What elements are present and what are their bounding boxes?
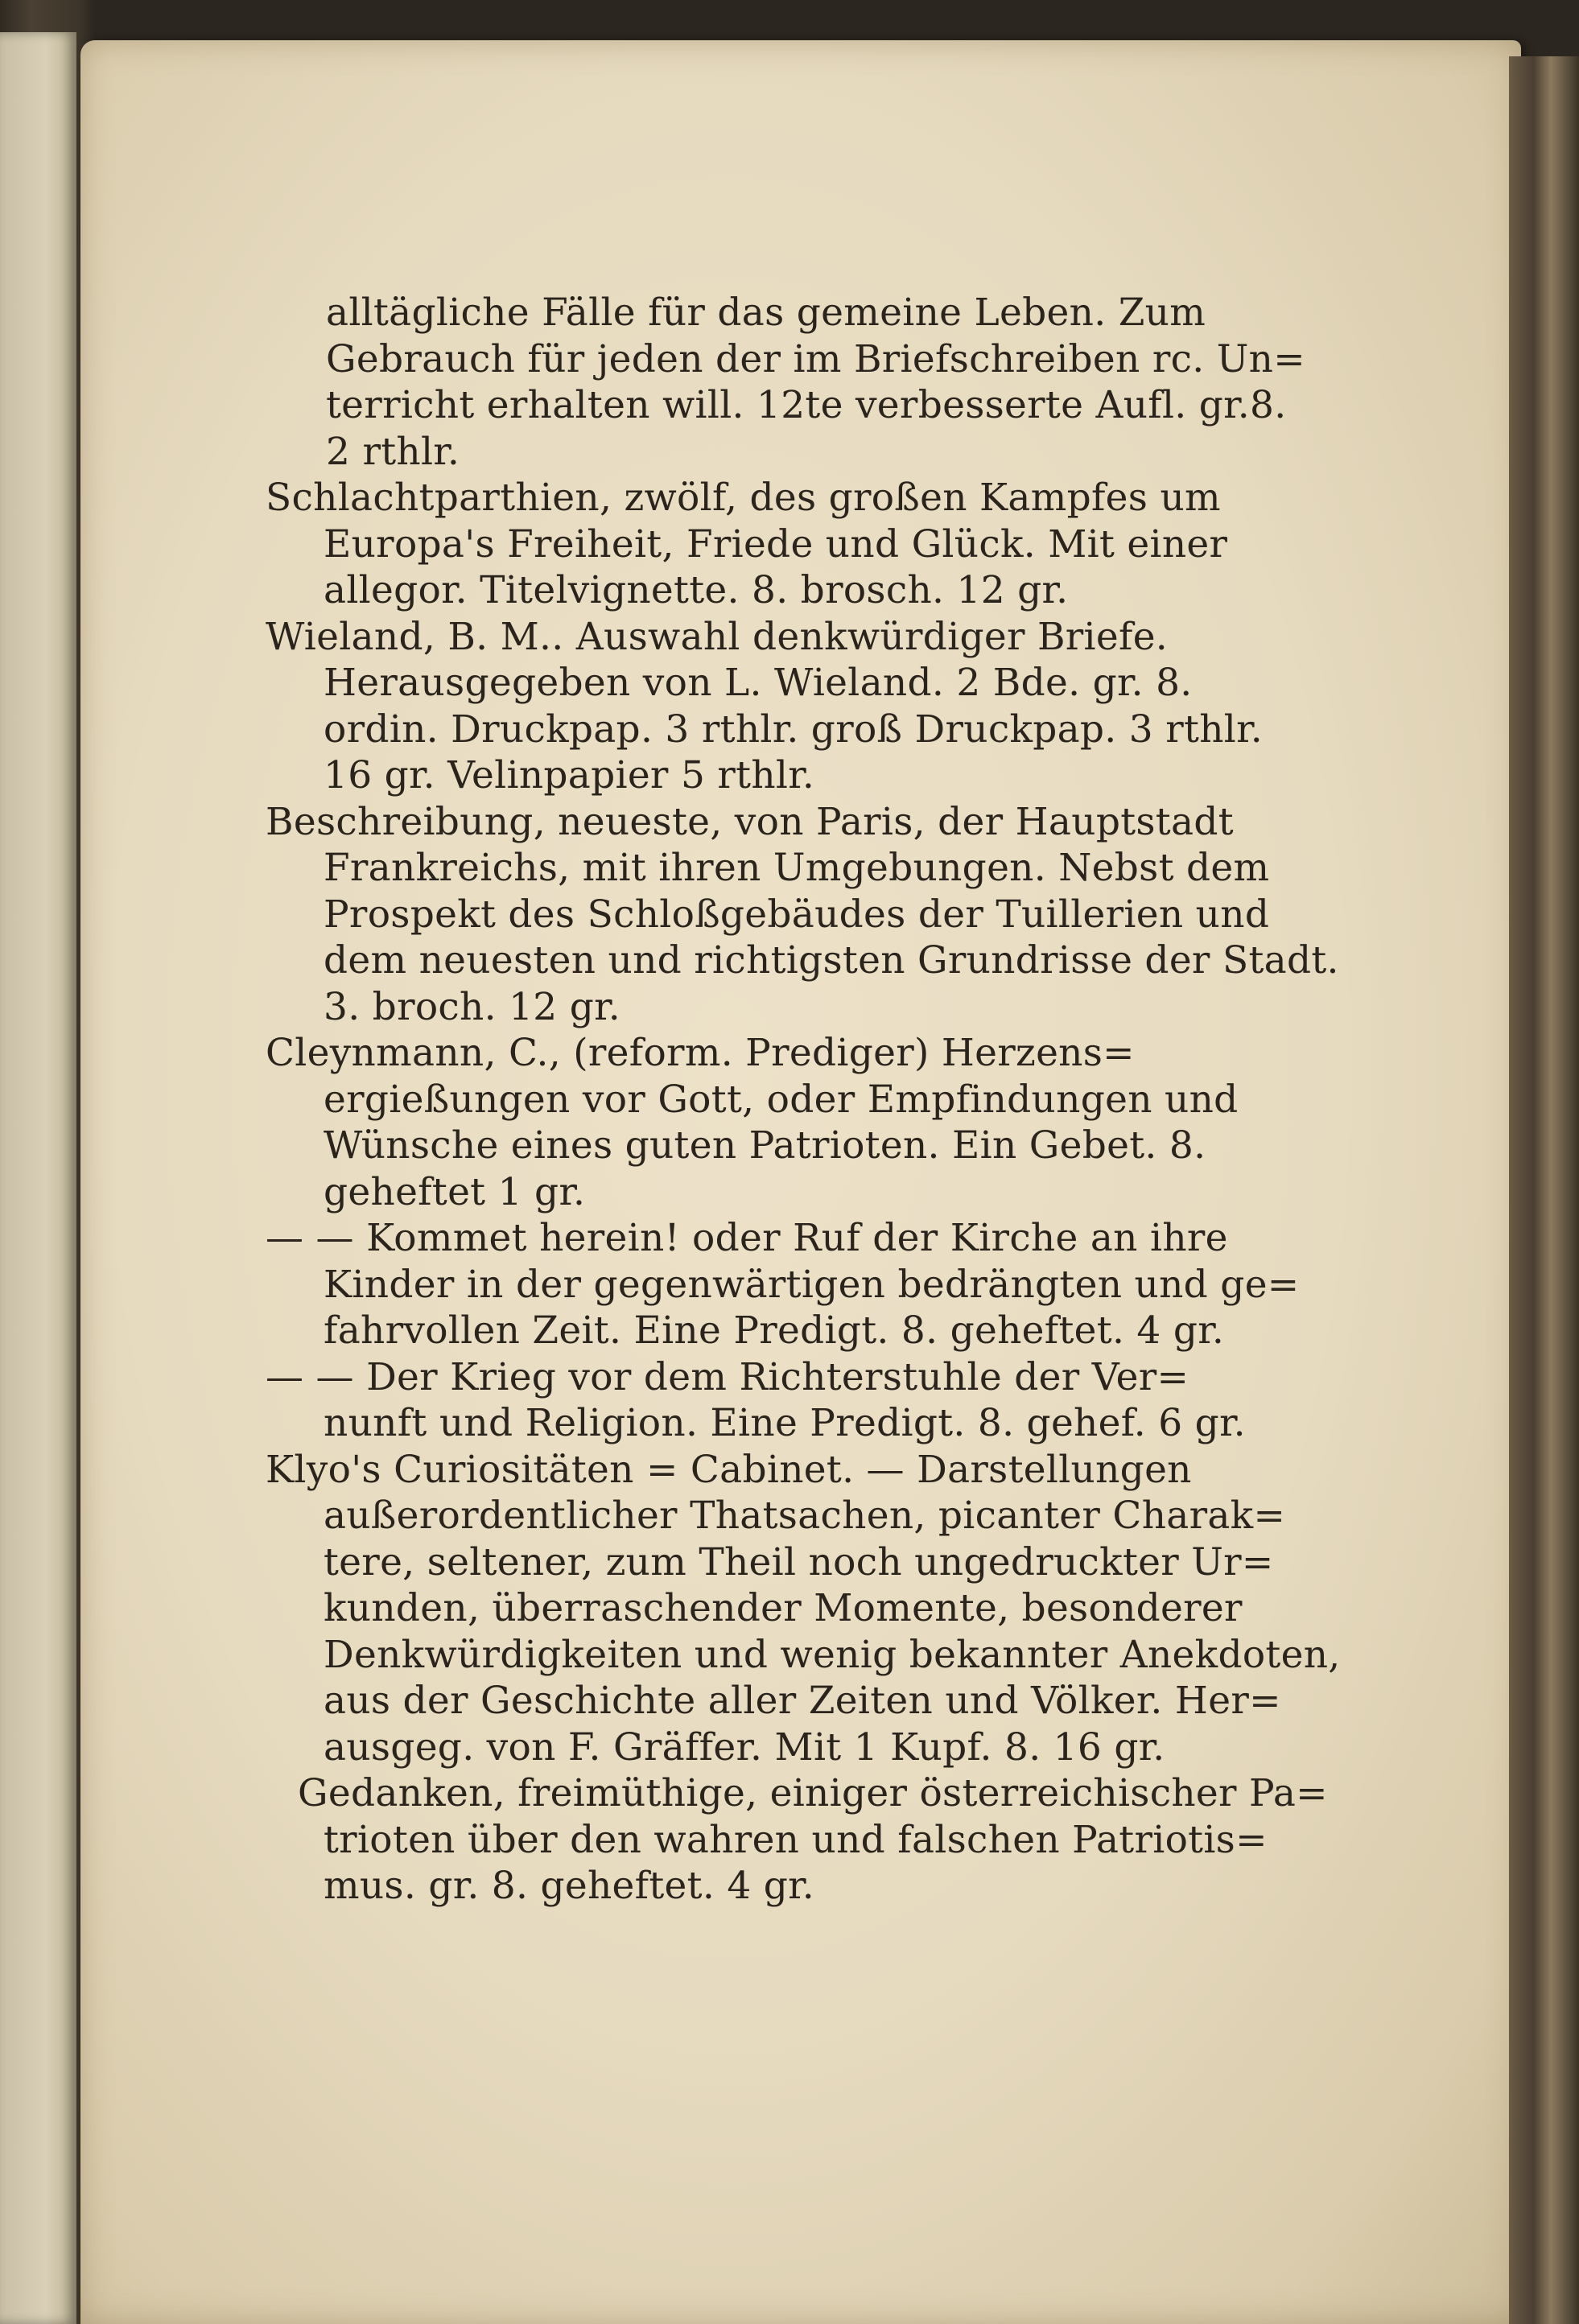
- catalog-entry: [266, 1770, 1328, 1910]
- text-line: außerordentlicher Thatsachen, picanter Charak=: [324, 1494, 1286, 1538]
- text-line: kunden, überraschender Momente, besonderer: [324, 1586, 1243, 1630]
- text-line: tere, seltener, zum Theil noch ungedruckter Ur=: [324, 1539, 1274, 1584]
- text-line: aus der Geschichte aller Zeiten und Völker. Her=: [324, 1679, 1281, 1723]
- facing-page-edge: [0, 32, 76, 2324]
- catalog-text: [266, 290, 1341, 1910]
- catalog-entry: [266, 614, 1280, 799]
- text-line: 2 rthlr.: [326, 429, 460, 474]
- catalog-entry: [266, 1447, 1341, 1771]
- catalog-entry: [266, 799, 1339, 1031]
- text-line: geheftet 1 gr.: [324, 1169, 586, 1214]
- text-line: ordin. Druckpap. 3 rthlr. groß Druckpap. 3 rthlr.: [324, 707, 1263, 752]
- text-line: allegor. Titelvignette. 8. brosch. 12 gr.: [324, 568, 1069, 612]
- text-line: Wünsche eines guten Patrioten. Ein Gebet. 8.: [324, 1123, 1206, 1168]
- text-line: alltägliche Fälle für das gemeine Leben. Zum: [326, 290, 1206, 335]
- text-line: fahrvollen Zeit. Eine Predigt. 8. geheftet. 4 gr.: [324, 1308, 1225, 1353]
- entry-heading-line: Cleynmann, C., (reform. Prediger) Herzens=: [266, 1031, 1135, 1075]
- catalog-entry: [266, 1030, 1280, 1215]
- entry-heading-line: Klyo's Curiositäten = Cabinet. — Darstellungen: [266, 1447, 1192, 1492]
- text-line: trioten über den wahren und falschen Patriotis=: [324, 1817, 1268, 1862]
- text-line: Frankreichs, mit ihren Umgebungen. Nebst dem: [324, 846, 1270, 890]
- page-edge-binding: [1509, 56, 1579, 2324]
- catalog-entry: [266, 290, 1305, 475]
- text-line: 3. broch. 12 gr.: [324, 984, 620, 1029]
- entry-heading-line: — — Der Krieg vor dem Richterstuhle der Ver=: [266, 1354, 1189, 1399]
- catalog-entry: [266, 1215, 1300, 1354]
- text-line: nunft und Religion. Eine Predigt. 8. gehef. 6 gr.: [324, 1401, 1246, 1445]
- text-line: ausgeg. von F. Gräffer. Mit 1 Kupf. 8. 16 gr.: [324, 1724, 1165, 1770]
- catalog-entry: [266, 475, 1280, 614]
- text-line: Gebrauch für jeden der im Briefschreiben rc. Un=: [326, 336, 1305, 381]
- entry-heading-line: Wieland, B. M.. Auswahl denkwürdiger Briefe.: [266, 614, 1169, 659]
- text-line: Kinder in der gegenwärtigen bedrängten und ge=: [324, 1262, 1300, 1307]
- entry-heading-line: Gedanken, freimüthige, einiger österreichischer Pa=: [298, 1771, 1328, 1815]
- text-line: Europa's Freiheit, Friede und Glück. Mit einer: [324, 521, 1228, 567]
- text-line: 16 gr. Velinpapier 5 rthlr.: [324, 753, 815, 797]
- text-line: ergießungen vor Gott, oder Empfindungen und: [324, 1077, 1239, 1122]
- text-line: Denkwürdigkeiten und wenig bekannter Anekdoten,: [324, 1632, 1341, 1677]
- text-line: Herausgegeben von L. Wieland. 2 Bde. gr. 8.: [324, 661, 1193, 705]
- text-line: terricht erhalten will. 12te verbesserte Aufl. gr.8.: [326, 383, 1287, 427]
- catalog-entry: [266, 1354, 1280, 1447]
- entry-heading-line: — — Kommet herein! oder Ruf der Kirche an ihre: [266, 1216, 1228, 1260]
- entry-heading-line: Beschreibung, neueste, von Paris, der Hauptstadt: [266, 799, 1234, 844]
- text-line: mus. gr. 8. geheftet. 4 gr.: [324, 1864, 815, 1908]
- text-line: dem neuesten und richtigsten Grundrisse der Stadt.: [324, 938, 1339, 983]
- entry-heading-line: Schlachtparthien, zwölf, des großen Kampfes um: [266, 476, 1221, 520]
- text-line: Prospekt des Schloßgebäudes der Tuillerien und: [324, 892, 1270, 937]
